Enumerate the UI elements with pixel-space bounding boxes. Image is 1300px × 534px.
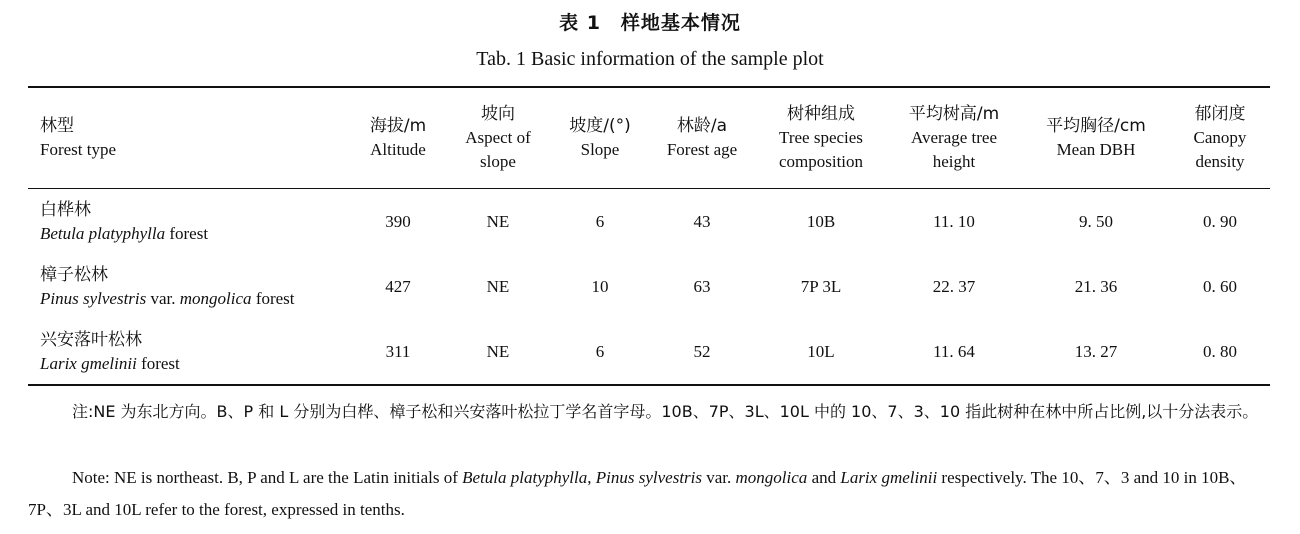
cell-composition: 10B bbox=[806, 211, 836, 231]
table-note-en: Note: NE is northeast. B, P and L are the Latin initials of Betula platyphylla, Pinus sylvestris var. mongolica and Larix gmelinii respectively. The 10、7、3 and 10 in 10B、7P、3L and 10L refer to the forest, expressed in tenths. bbox=[28, 468, 1247, 519]
header-composition: 树种组成 Tree species composition bbox=[756, 87, 886, 189]
cell-aspect: NE bbox=[486, 276, 510, 296]
cell-age: 43 bbox=[693, 211, 711, 231]
table-row bbox=[28, 254, 1270, 319]
cell-dbh: 9. 50 bbox=[1079, 211, 1113, 231]
cell-composition: 7P 3L bbox=[800, 276, 842, 296]
header-forest-type: 林型 Forest type bbox=[28, 87, 352, 189]
cell-aspect: NE bbox=[486, 211, 510, 231]
cell-altitude: 311 bbox=[352, 319, 444, 385]
cell-canopy: 0. 60 bbox=[1203, 276, 1237, 296]
cell-height: 22. 37 bbox=[932, 276, 976, 296]
cell-height: 11. 10 bbox=[933, 211, 975, 231]
cell-aspect: NE bbox=[444, 319, 552, 385]
table-header-row bbox=[28, 87, 1270, 189]
header-aspect: 坡向 Aspect of slope bbox=[444, 87, 552, 189]
table-title-cn: 表 1 样地基本情况 bbox=[559, 12, 741, 34]
cell-altitude: 390 bbox=[385, 211, 411, 231]
table-row bbox=[28, 319, 1270, 385]
sample-plot-table bbox=[28, 86, 1270, 386]
cell-altitude: 427 bbox=[385, 276, 411, 296]
cell-forest-type: 兴安落叶松林 Larix gmelinii forest bbox=[28, 319, 352, 385]
header-slope: 坡度/(°) Slope bbox=[552, 87, 648, 189]
cell-composition: 10L bbox=[756, 319, 886, 385]
header-canopy: 郁闭度 Canopy density bbox=[1170, 87, 1270, 189]
cell-forest-type: 樟子松林 Pinus sylvestris var. mongolica forest bbox=[40, 264, 295, 308]
cell-slope: 6 bbox=[552, 319, 648, 385]
table-note-cn: 注:NE 为东北方向。B、P 和 L 分别为白桦、樟子松和兴安落叶松拉丁学名首字母。10B、7P、3L、10L 中的 10、7、3、10 指此树种在林中所占比例,以十分法表示。 bbox=[72, 402, 1259, 421]
cell-dbh: 13. 27 bbox=[1022, 319, 1170, 385]
table-row bbox=[28, 189, 1270, 255]
header-forest-age: 林龄/a Forest age bbox=[648, 87, 756, 189]
cell-slope: 6 bbox=[595, 211, 605, 231]
cell-canopy: 0. 90 bbox=[1203, 211, 1237, 231]
cell-canopy: 0. 80 bbox=[1170, 319, 1270, 385]
cell-slope: 10 bbox=[591, 276, 609, 296]
header-dbh: 平均胸径/cm Mean DBH bbox=[1022, 87, 1170, 189]
table-title-en: Tab. 1 Basic information of the sample plot bbox=[476, 48, 824, 70]
cell-height: 11. 64 bbox=[886, 319, 1022, 385]
cell-dbh: 21. 36 bbox=[1074, 276, 1118, 296]
cell-forest-type: 白桦林 Betula platyphylla forest bbox=[40, 199, 209, 243]
header-altitude: 海拔/m Altitude bbox=[352, 87, 444, 189]
cell-age: 63 bbox=[693, 276, 711, 296]
cell-age: 52 bbox=[648, 319, 756, 385]
header-height: 平均树高/m Average tree height bbox=[886, 87, 1022, 189]
